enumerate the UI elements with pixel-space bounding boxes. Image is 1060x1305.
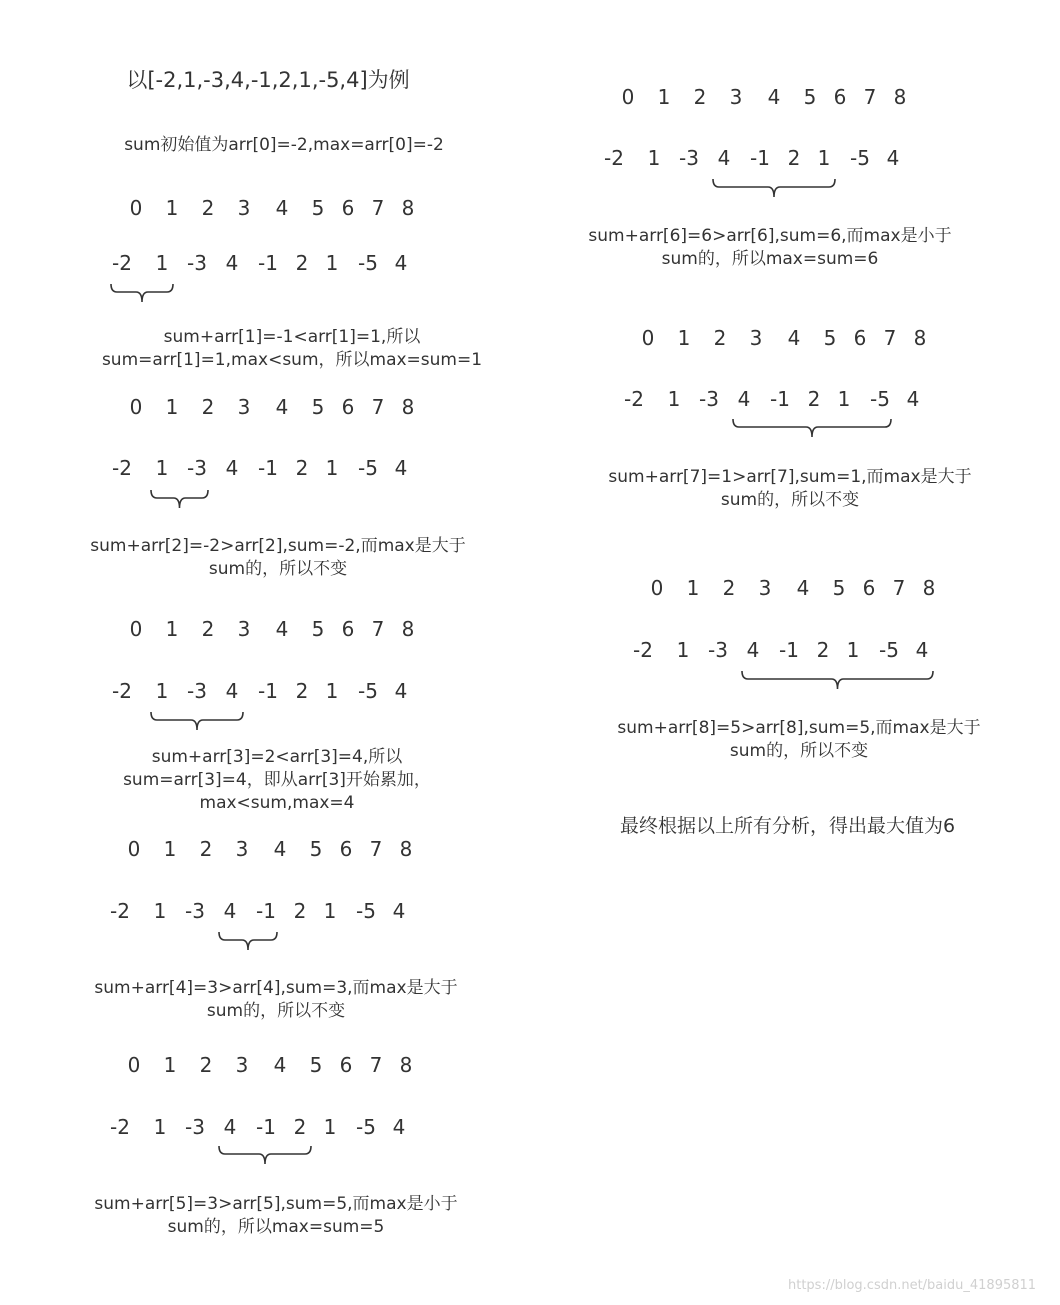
index-label: 6	[833, 85, 847, 109]
index-label: 5	[832, 576, 846, 600]
index-label: 7	[371, 617, 385, 641]
array-value: 4	[392, 899, 406, 923]
step-caption-line: sum=arr[1]=1,max<sum，所以max=sum=1	[101, 350, 483, 370]
array-value: 4	[746, 638, 760, 662]
array-value: 4	[394, 679, 408, 703]
array-value: -1	[256, 1115, 276, 1139]
array-value: -3	[187, 456, 207, 480]
array-value: 1	[323, 899, 337, 923]
index-label: 8	[401, 617, 415, 641]
step-caption-line: sum+arr[7]=1>arr[7],sum=1,而max是大于	[608, 467, 972, 487]
index-label: 2	[199, 1053, 213, 1077]
index-label: 5	[803, 85, 817, 109]
index-label: 5	[309, 837, 323, 861]
array-value: -2	[633, 638, 653, 662]
array-value: -1	[750, 146, 770, 170]
index-label: 1	[686, 576, 700, 600]
array-value: 2	[295, 456, 309, 480]
index-label: 7	[369, 1053, 383, 1077]
example-title: 以[-2,1,-3,4,-1,2,1,-5,4]为例	[126, 68, 410, 92]
index-label: 7	[892, 576, 906, 600]
subarray-brace-path	[219, 1146, 311, 1164]
index-label: 3	[237, 196, 251, 220]
array-value: -3	[699, 387, 719, 411]
array-value: -3	[187, 251, 207, 275]
subarray-brace	[732, 418, 892, 442]
step-caption	[90, 535, 465, 581]
array-value: 2	[816, 638, 830, 662]
array-value: 1	[837, 387, 851, 411]
array-value: 4	[737, 387, 751, 411]
array-value: 2	[295, 251, 309, 275]
index-label: 4	[275, 617, 289, 641]
step-caption	[617, 717, 980, 763]
array-value: 2	[293, 1115, 307, 1139]
index-label: 6	[853, 326, 867, 350]
step-caption-line: sum+arr[6]=6>arr[6],sum=6,而max是小于	[588, 226, 952, 246]
index-label: 3	[237, 395, 251, 419]
array-value: 1	[155, 251, 169, 275]
array-value: -5	[358, 456, 378, 480]
step-caption-line: sum+arr[8]=5>arr[8],sum=5,而max是大于	[617, 718, 981, 738]
index-label: 1	[163, 837, 177, 861]
step-caption-line: sum的，所以不变	[208, 559, 348, 579]
index-label: 3	[237, 617, 251, 641]
index-label: 6	[339, 1053, 353, 1077]
array-value: -3	[185, 899, 205, 923]
array-value: -5	[358, 251, 378, 275]
array-value: -5	[356, 899, 376, 923]
index-label: 0	[127, 1053, 141, 1077]
index-label: 2	[201, 617, 215, 641]
array-value: 2	[807, 387, 821, 411]
index-label: 0	[129, 196, 143, 220]
subarray-brace-path	[713, 179, 835, 197]
subarray-brace	[150, 711, 244, 735]
step-caption-line: sum的，所以不变	[720, 490, 860, 510]
index-label: 7	[883, 326, 897, 350]
step-caption-line: sum的，所以不变	[729, 741, 869, 761]
step-caption-line: sum+arr[5]=3>arr[5],sum=5,而max是小于	[94, 1194, 458, 1214]
index-label: 5	[311, 196, 325, 220]
array-value: 4	[392, 1115, 406, 1139]
array-value: -5	[358, 679, 378, 703]
subarray-brace	[218, 1145, 312, 1169]
subarray-brace-path	[111, 284, 173, 302]
index-label: 4	[273, 837, 287, 861]
index-label: 2	[693, 85, 707, 109]
subarray-brace	[218, 931, 278, 955]
index-label: 1	[677, 326, 691, 350]
array-value: -2	[624, 387, 644, 411]
index-label: 8	[893, 85, 907, 109]
index-label: 7	[371, 196, 385, 220]
array-value: -1	[779, 638, 799, 662]
index-label: 8	[399, 1053, 413, 1077]
step-caption-line: sum的，所以不变	[206, 1001, 346, 1021]
index-label: 8	[401, 395, 415, 419]
array-value: 1	[676, 638, 690, 662]
array-value: -5	[850, 146, 870, 170]
subarray-brace-path	[733, 419, 891, 437]
array-value: -2	[112, 456, 132, 480]
step-caption-line: sum+arr[3]=2<arr[3]=4,所以	[151, 747, 403, 767]
index-label: 6	[341, 196, 355, 220]
step-caption	[123, 746, 431, 815]
array-value: 1	[153, 1115, 167, 1139]
step-caption-line: max<sum,max=4	[199, 793, 355, 813]
array-value: -1	[770, 387, 790, 411]
conclusion: 最终根据以上所有分析，得出最大值为6	[620, 815, 956, 837]
index-label: 8	[401, 196, 415, 220]
index-label: 2	[201, 395, 215, 419]
array-value: -1	[258, 456, 278, 480]
array-value: -5	[879, 638, 899, 662]
subarray-brace	[150, 489, 209, 513]
array-value: -3	[679, 146, 699, 170]
index-label: 4	[767, 85, 781, 109]
index-label: 7	[863, 85, 877, 109]
step-caption-line: sum的，所以max=sum=6	[661, 249, 879, 269]
array-value: 2	[293, 899, 307, 923]
array-value: 4	[225, 251, 239, 275]
index-label: 3	[758, 576, 772, 600]
array-value: 1	[155, 679, 169, 703]
step-caption-line: sum的，所以max=sum=5	[167, 1217, 385, 1237]
step-caption-line: sum+arr[1]=-1<arr[1]=1,所以	[163, 327, 421, 347]
array-value: 1	[325, 251, 339, 275]
array-value: 2	[295, 679, 309, 703]
array-value: -3	[708, 638, 728, 662]
index-label: 8	[399, 837, 413, 861]
index-label: 3	[729, 85, 743, 109]
subarray-brace-path	[151, 712, 243, 730]
array-value: -5	[870, 387, 890, 411]
index-label: 5	[823, 326, 837, 350]
index-label: 4	[275, 395, 289, 419]
index-label: 1	[163, 1053, 177, 1077]
index-label: 8	[922, 576, 936, 600]
array-value: 1	[325, 679, 339, 703]
initial-value-note: sum初始值为arr[0]=-2,max=arr[0]=-2	[124, 135, 444, 155]
subarray-brace-path	[219, 932, 277, 950]
subarray-brace	[712, 178, 836, 202]
array-value: -3	[185, 1115, 205, 1139]
array-value: -2	[112, 251, 132, 275]
index-label: 0	[127, 837, 141, 861]
index-label: 2	[199, 837, 213, 861]
array-value: -2	[110, 899, 130, 923]
array-value: 1	[153, 899, 167, 923]
array-value: 2	[787, 146, 801, 170]
array-value: 1	[647, 146, 661, 170]
index-label: 6	[341, 395, 355, 419]
index-label: 7	[369, 837, 383, 861]
array-value: 1	[817, 146, 831, 170]
array-value: 4	[717, 146, 731, 170]
index-label: 1	[657, 85, 671, 109]
index-label: 2	[201, 196, 215, 220]
array-value: 1	[155, 456, 169, 480]
index-label: 7	[371, 395, 385, 419]
step-caption	[94, 977, 457, 1023]
index-label: 1	[165, 196, 179, 220]
subarray-brace-path	[151, 490, 208, 508]
step-caption-line: sum+arr[4]=3>arr[4],sum=3,而max是大于	[94, 978, 458, 998]
index-label: 1	[165, 395, 179, 419]
index-label: 6	[862, 576, 876, 600]
array-value: 4	[906, 387, 920, 411]
index-label: 1	[165, 617, 179, 641]
index-label: 0	[129, 617, 143, 641]
array-value: 1	[846, 638, 860, 662]
array-value: 4	[225, 679, 239, 703]
watermark: https://blog.csdn.net/baidu_41895811	[788, 1278, 1037, 1293]
index-label: 6	[341, 617, 355, 641]
index-label: 0	[621, 85, 635, 109]
array-value: -2	[110, 1115, 130, 1139]
array-value: 4	[394, 456, 408, 480]
index-label: 0	[129, 395, 143, 419]
array-value: 1	[667, 387, 681, 411]
index-label: 4	[273, 1053, 287, 1077]
index-label: 0	[641, 326, 655, 350]
index-label: 8	[913, 326, 927, 350]
subarray-brace	[110, 283, 174, 307]
array-value: 4	[886, 146, 900, 170]
step-caption	[102, 326, 482, 372]
array-value: 4	[223, 899, 237, 923]
index-label: 4	[275, 196, 289, 220]
index-label: 0	[650, 576, 664, 600]
array-value: -5	[356, 1115, 376, 1139]
step-caption	[608, 466, 971, 512]
array-value: 4	[225, 456, 239, 480]
step-caption-line: sum=arr[3]=4，即从arr[3]开始累加，	[123, 770, 431, 790]
step-caption-line: sum+arr[2]=-2>arr[2],sum=-2,而max是大于	[90, 536, 466, 556]
index-label: 3	[749, 326, 763, 350]
index-label: 4	[796, 576, 810, 600]
index-label: 2	[713, 326, 727, 350]
step-caption	[588, 225, 951, 271]
array-value: 4	[915, 638, 929, 662]
array-value: -3	[187, 679, 207, 703]
index-label: 6	[339, 837, 353, 861]
index-label: 5	[311, 617, 325, 641]
array-value: -1	[258, 679, 278, 703]
subarray-brace-path	[742, 671, 933, 689]
index-label: 5	[311, 395, 325, 419]
array-value: -2	[604, 146, 624, 170]
array-value: 1	[325, 456, 339, 480]
array-value: -1	[256, 899, 276, 923]
subarray-brace	[741, 670, 934, 694]
index-label: 5	[309, 1053, 323, 1077]
array-value: -1	[258, 251, 278, 275]
index-label: 4	[787, 326, 801, 350]
index-label: 3	[235, 1053, 249, 1077]
array-value: 4	[223, 1115, 237, 1139]
step-caption	[94, 1193, 457, 1239]
index-label: 3	[235, 837, 249, 861]
array-value: 1	[323, 1115, 337, 1139]
index-label: 2	[722, 576, 736, 600]
array-value: -2	[112, 679, 132, 703]
array-value: 4	[394, 251, 408, 275]
